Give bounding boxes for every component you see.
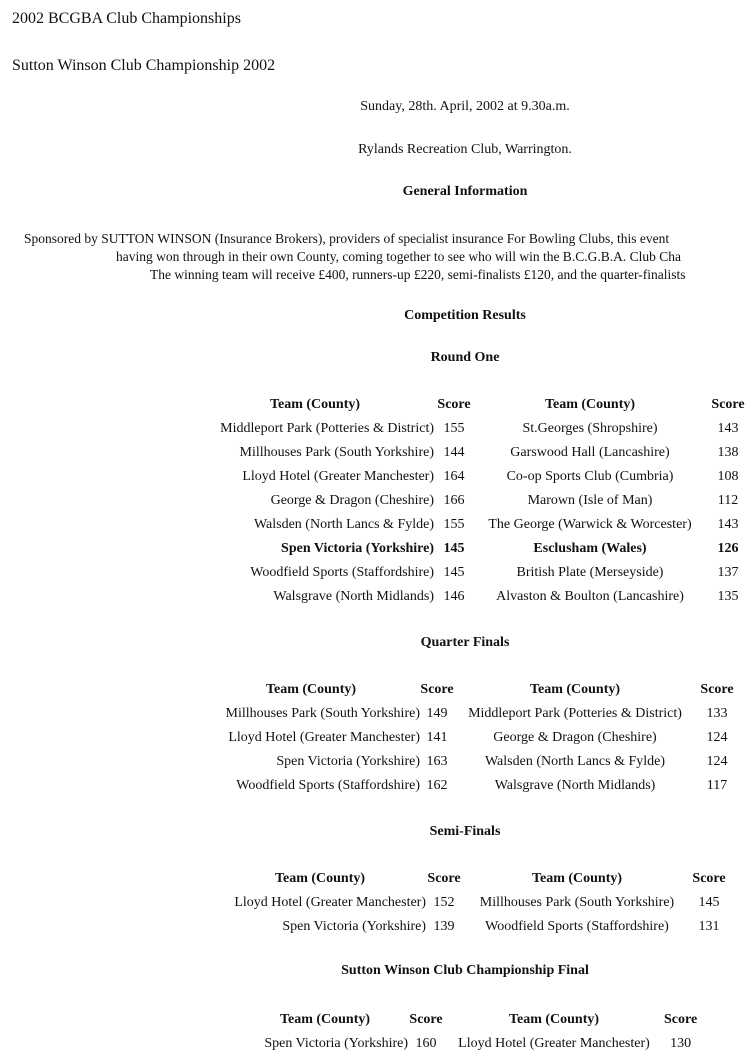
col-team: Team (County) [531,871,623,886]
home-team: Lloyd Hotel (Greater Manchester) [242,469,434,484]
general-line: Sponsored by SUTTON WINSON (Insurance Brokers), providers of specialist insurance For Bowling Clubs, this event [24,231,670,246]
col-team: Team (County) [544,397,636,412]
home-team: George & Dragon (Cheshire) [270,493,434,508]
round-heading: Round One [430,350,500,365]
home-score: 164 [443,469,465,484]
away-team: Millhouses Park (South Yorkshire) [479,895,675,910]
table-row [202,702,738,726]
away-team: Middleport Park (Potteries & District) [468,706,682,721]
away-team: British Plate (Merseyside) [516,565,664,580]
home-score: 152 [433,895,455,910]
table-row [202,750,738,774]
table-row [196,417,750,441]
table-row [196,441,750,465]
home-team: Spen Victoria (Yorkshire) [276,754,420,769]
results-heading: Competition Results [404,308,526,323]
away-team: George & Dragon (Cheshire) [493,730,657,745]
home-team: Spen Victoria (Yorkshire) [281,541,434,556]
home-team: Walsden (North Lancs & Fylde) [253,517,434,532]
table-header-row [196,393,750,417]
general-line: The winning team will receive £400, runners-up £220, semi-finalists £120, and the quarter-finalists [150,267,686,282]
page-title: 2002 BCGBA Club Championships [12,10,241,27]
col-team: Team (County) [265,682,357,697]
col-score: Score [692,871,726,886]
results-table-round-one [196,393,750,609]
col-score: Score [420,682,454,697]
page-subtitle: Sutton Winson Club Championship 2002 [12,57,276,74]
event-date: Sunday, 28th. April, 2002 at 9.30a.m. [360,99,570,114]
home-score: 146 [443,589,465,604]
general-heading: General Information [402,184,528,199]
away-team: Woodfield Sports (Staffordshire) [485,919,669,934]
home-team: Lloyd Hotel (Greater Manchester) [228,730,420,745]
home-team: Middleport Park (Potteries & District) [220,421,434,436]
col-score: Score [700,682,734,697]
table-row [242,1032,697,1056]
home-score: 144 [443,445,465,460]
table-header-row [242,1008,697,1032]
col-score: Score [711,397,745,412]
away-score: 135 [717,589,739,604]
away-score: 143 [717,421,739,436]
home-team: Woodfield Sports (Staffordshire) [250,565,434,580]
home-score: 145 [443,565,465,580]
results-table-semi-finals [214,867,726,939]
round-heading: Quarter Finals [420,635,510,650]
away-team: Walsgrave (North Midlands) [494,778,656,793]
table-row [196,465,750,489]
table-row [196,561,750,585]
away-team: Walsden (North Lancs & Fylde) [484,754,666,769]
away-team: Lloyd Hotel (Greater Manchester) [458,1036,650,1051]
home-team: Walsgrave (North Midlands) [273,589,434,604]
home-score: 163 [426,754,448,769]
away-score: 112 [717,493,739,508]
away-score: 131 [698,919,720,934]
round-heading: Sutton Winson Club Championship Final [341,963,589,978]
home-score: 145 [443,541,465,556]
away-team: Alvaston & Boulton (Lancashire) [496,589,684,604]
home-team: Spen Victoria (Yorkshire) [282,919,426,934]
away-team: Marown (Isle of Man) [527,493,653,508]
away-score: 145 [698,895,720,910]
col-score: Score [409,1012,443,1027]
table-row [202,774,738,798]
away-team: Esclusham (Wales) [533,541,647,556]
away-team: St.Georges (Shropshire) [522,421,658,436]
home-team: Lloyd Hotel (Greater Manchester) [234,895,426,910]
round-heading: Semi-Finals [429,824,501,839]
away-score: 124 [706,730,728,745]
table-row [196,513,750,537]
table-header-row [214,867,726,891]
home-team: Woodfield Sports (Staffordshire) [236,778,420,793]
table-row [202,726,738,750]
home-team: Millhouses Park (South Yorkshire) [225,706,420,721]
away-score: 133 [706,706,728,721]
away-score: 117 [706,778,728,793]
away-score: 137 [717,565,739,580]
away-score: 108 [717,469,739,484]
home-score: 141 [426,730,448,745]
home-score: 162 [426,778,448,793]
general-line: having won through in their own County, coming together to see who will win the B.C.G.B.A. Club Cha [116,249,681,264]
away-score: 143 [717,517,739,532]
table-row [214,891,726,915]
home-team: Millhouses Park (South Yorkshire) [239,445,434,460]
home-score: 160 [415,1036,437,1051]
table-row [214,915,726,939]
table-row [196,537,750,561]
home-score: 166 [443,493,465,508]
home-score: 139 [433,919,455,934]
away-score: 130 [670,1036,692,1051]
away-score: 138 [717,445,739,460]
results-table-final [242,1008,697,1056]
col-score: Score [664,1012,698,1027]
col-team: Team (County) [508,1012,600,1027]
col-score: Score [437,397,471,412]
table-row [196,489,750,513]
col-team: Team (County) [279,1012,371,1027]
home-score: 155 [443,421,465,436]
away-team: Co-op Sports Club (Cumbria) [506,469,674,484]
col-team: Team (County) [274,871,366,886]
away-team: Garswood Hall (Lancashire) [510,445,670,460]
table-row [196,585,750,609]
col-team: Team (County) [529,682,621,697]
col-team: Team (County) [269,397,361,412]
col-score: Score [427,871,461,886]
home-score: 155 [443,517,465,532]
away-team: The George (Warwick & Worcester) [488,517,692,532]
event-venue: Rylands Recreation Club, Warrington. [358,142,572,157]
results-table-quarter-finals [202,678,738,798]
away-score: 126 [717,541,739,556]
table-header-row [202,678,738,702]
general-info-text [0,230,750,284]
home-team: Spen Victoria (Yorkshire) [264,1036,408,1051]
away-score: 124 [706,754,728,769]
home-score: 149 [426,706,448,721]
